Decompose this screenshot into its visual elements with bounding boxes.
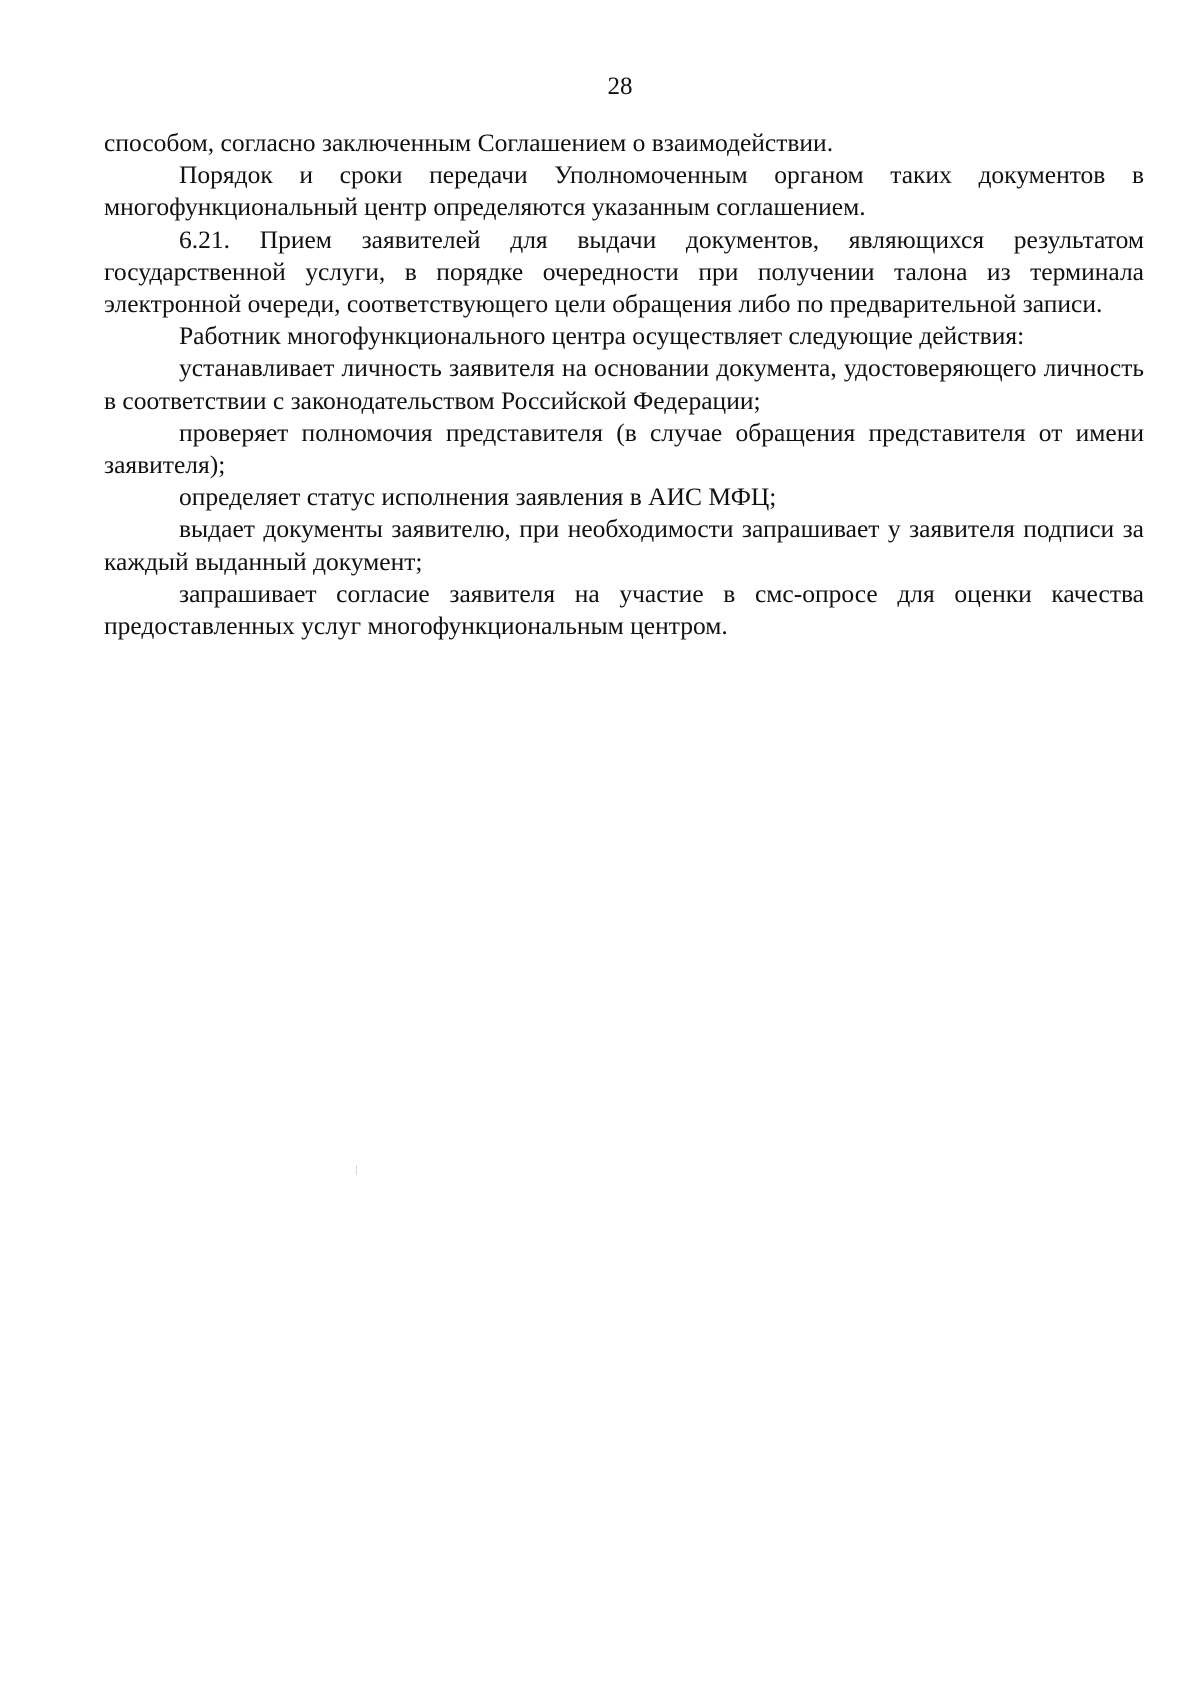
page-number: 28	[607, 73, 633, 100]
paragraph-identify-applicant: устанавливает личность заявителя на основании документа, удостоверяющего личность в соответствии с законодательством Российской Федерации;	[104, 353, 1144, 415]
paragraph-transfer-terms: Порядок и сроки передачи Уполномоченным органом таких документов в многофункциональный центр определяются указанным соглашением.	[104, 160, 1144, 222]
document-body	[104, 127, 1144, 642]
paragraph-sms-survey: запрашивает согласие заявителя на участие в смс-опросе для оценки качества предоставленных услуг многофункциональным центром.	[104, 578, 1144, 641]
paragraph-6-21: 6.21. Прием заявителей для выдачи документов, являющихся результатом государственной услуги, в порядке очередности при получении талона из терминала электронной очереди, соответствующего цели обращения либо по предварительной записи.	[104, 224, 1144, 319]
scan-speck	[356, 1165, 357, 1175]
paragraph-continuation: способом, согласно заключенным Соглашением о взаимодействии.	[104, 128, 834, 157]
paragraph-issue-documents: выдает документы заявителю, при необходимости запрашивает у заявителя подписи за каждый выданный документ;	[104, 514, 1144, 576]
paragraph-check-authority: проверяет полномочия представителя (в случае обращения представителя от имени заявителя);	[104, 417, 1144, 480]
paragraph-status: определяет статус исполнения заявления в АИС МФЦ;	[179, 482, 777, 512]
paragraph-employee-actions: Работник многофункционального центра осуществляет следующие действия:	[179, 321, 1025, 351]
